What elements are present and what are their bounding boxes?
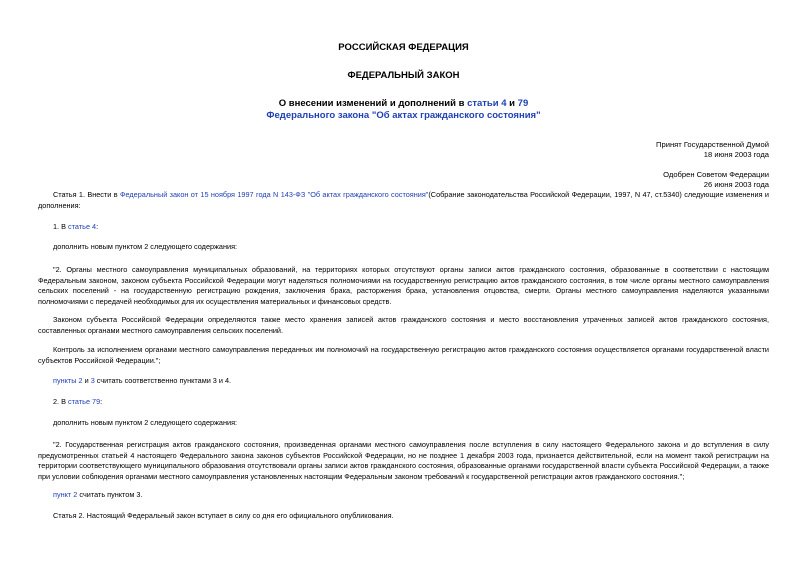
renumber-2 — [38, 490, 769, 501]
law-title-line1 — [0, 98, 807, 110]
item-2-suffix: : — [100, 397, 103, 406]
title-text-part1: О внесении изменений и дополнений в — [278, 98, 468, 109]
council-approval — [663, 170, 769, 190]
duma-date: 18 июня 2003 года — [703, 150, 769, 159]
item-1-prefix: 1. В — [53, 222, 69, 231]
quote-1: "2. Органы местного самоуправления муниципальных образований, на территориях которых отсутствуют органы записи актов гражданского состояния, образованные в соответствии с настоящим Федеральным законом, законом субъекта Российской Федерации могут наделяться полномочиями на государственную регистрацию актов гражданского состояния, в том числе органы местного самоуправления сельских поселений - на государственную регистрацию рождения, заключения брака, расторжения брака, установления отцовства, смерти. Органы местного самоуправления наделяются указанными полномочиями с передачей необходимых для их осуществления материальных и финансовых средств. — [38, 265, 769, 306]
add-point-text-1: дополнить новым пунктом 2 следующего содержания: — [53, 242, 238, 251]
federal-law-link[interactable]: Федеральный закон от 15 ноября 1997 года N 143-ФЗ "Об актах гражданского состояния" — [119, 190, 429, 199]
council-date: 26 июня 2003 года — [703, 180, 769, 189]
renumber-1 — [38, 376, 769, 387]
point-2-link[interactable]: пункт 2 — [53, 490, 78, 499]
federation-heading: РОССИЙСКАЯ ФЕДЕРАЦИЯ — [338, 42, 469, 53]
law-type-heading: ФЕДЕРАЛЬНЫЙ ЗАКОН — [347, 70, 460, 81]
point-3-link[interactable]: 3 — [90, 376, 95, 385]
item-2 — [38, 397, 769, 408]
title-text-part2: и — [506, 98, 518, 109]
points-2-link[interactable]: пункты 2 — [53, 376, 83, 385]
article-1-prefix: Статья 1. Внести в — [53, 190, 120, 199]
article-79-link[interactable]: статье 79 — [68, 397, 101, 406]
duma-label: Принят Государственной Думой — [656, 140, 769, 149]
add-point-text-2: дополнить новым пунктом 2 следующего содержания: — [53, 418, 238, 427]
title-link-article-79[interactable]: 79 — [517, 98, 529, 109]
item-2-prefix: 2. В — [53, 397, 69, 406]
duma-adoption — [656, 140, 769, 160]
article-4-link[interactable]: статье 4 — [68, 222, 97, 231]
renumber-1-mid: и — [82, 376, 91, 385]
item-1-suffix: : — [96, 222, 99, 231]
renumber-1-suffix: считать соответственно пунктами 3 и 4. — [94, 376, 232, 385]
law-title — [0, 98, 807, 122]
storage-paragraph: Законом субъекта Российской Федерации определяются также место хранения записей актов гражданского состояния и место восстановления утраченных записей актов гражданского состояния, составленных органами местного самоуправления сельских поселений. — [38, 315, 769, 335]
item-1 — [38, 222, 769, 233]
law-title-line2: Федерального закона "Об актах гражданского состояния" — [266, 110, 541, 121]
article-1-suffix: (Собрание законодательства Российской Федерации, 1997, N 47, ст.5340) следующие изменения и дополнения: — [38, 190, 769, 210]
council-label: Одобрен Советом Федерации — [663, 170, 769, 179]
quote-2: "2. Государственная регистрация актов гражданского состояния, произведенная органами местного самоуправления после вступления в силу настоящего Федерального закона и до вступления в силу предусмотренных статьей 4 настоящего Федерального закона законов субъектов Российской Федерации, но не позднее 1 декабря 2003 года, признается действительной, если на момент такой регистрации на территории соответствующего муниципального образования отсутствовали органы записи актов гражданского состояния, образованные органами государственной власти субъекта Российской Федерации, а также при условии соблюдения органами местного самоуправления установленных настоящим Федеральным законом требований к государственной регистрации актов гражданского состояния."; — [38, 440, 769, 481]
renumber-2-suffix: считать пунктом 3. — [77, 490, 143, 499]
article-1 — [38, 190, 769, 211]
title-link-article-4[interactable]: статьи 4 — [467, 98, 507, 109]
article-2: Статья 2. Настоящий Федеральный закон вступает в силу со дня его официального опубликования. — [53, 511, 394, 520]
control-paragraph: Контроль за исполнением органами местного самоуправления переданных им полномочий на государственную регистрацию актов гражданского состояния осуществляется органами государственной власти субъектов Российской Федерации."; — [38, 345, 769, 365]
